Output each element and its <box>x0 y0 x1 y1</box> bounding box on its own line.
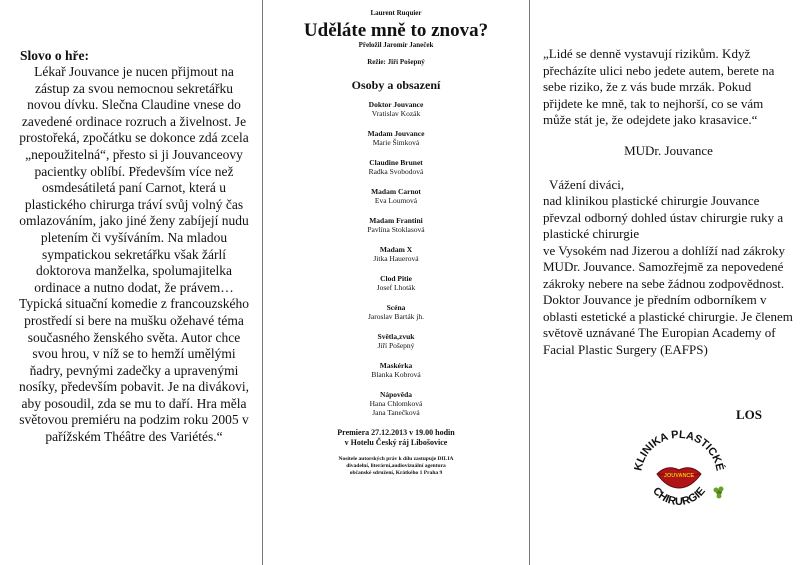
clinic-notice <box>543 177 794 359</box>
flower-icon <box>714 487 724 499</box>
cast-role: Madam Jouvance <box>367 129 425 138</box>
cast-role: Maskérka <box>379 361 413 370</box>
cast-item <box>263 274 529 292</box>
play-description: Lékař Jouvance je nucen přijmout na zástup za svou nemocnou sekretářku novou dívku. Slečna Claudine vnese do zavedené ordinace rozruch a živelnost. Je prostořeká, zpočátku se dokonce zdá zcela „nepoužitelná“, přesto si ji Jouvanceovy pacientky oblíbí. Především více než osmdesátiletá paní Carnot, která u plastického chirurga tráví svůj volný čas omlazováním, jako jiné ženy zabíjejí nudu pletením či vyšíváním. Na mladou sympatickou sekretářku však žárlí doktorova manželka, spolumajitelka ordinace a nutno dodat, že právem… Typická situační komedie z francouzského prostředí si bere na mušku ožehavé téma současného ženského světa. Autor chce svou hrou, v níž se to hemží umělými ňadry, pevnými zadečky a upravenými nosíky, především pobavit. Je na divákovi, aby posoudil, zda se mu to daří. Hra měla světovou premiéru na podzim roku 2005 v pařížském Théâtre des Variétés.“ <box>18 64 250 445</box>
cast-item <box>263 390 529 417</box>
author-name: Laurent Ruquier <box>370 9 422 17</box>
clinic-logo <box>629 418 729 518</box>
notice-text: Doktor Jouvance je předním odborníkem v oblasti estetické a plastické chirurgie. Je členem světově uznávané The Europian Academy of Facial Plastic Surgery (EAFPS) <box>543 292 793 357</box>
logo-center-text: JOUVANCE <box>663 473 695 479</box>
greeting: Vážení diváci, <box>549 176 625 192</box>
cast-role: Nápověda <box>379 390 413 399</box>
cast-actor: Vratislav Kozák <box>371 109 421 118</box>
cast-actor: Jitka Hauerová <box>373 254 419 263</box>
cast-actor: Marie Šimková <box>372 138 420 147</box>
cast-role: Madam Carnot <box>371 187 421 196</box>
cast-actor: Jana Tanečková <box>372 408 420 417</box>
premiere-venue: v Hotelu Český ráj Libošovice <box>344 438 448 447</box>
director: Režie: Jiří Pošepný <box>367 58 425 66</box>
right-panel <box>531 0 800 565</box>
cast-actor: Jiří Pošepný <box>377 341 415 350</box>
svg-text:CHIRURGIE <box>650 485 708 508</box>
cast-role: Doktor Jouvance <box>368 100 424 109</box>
middle-panel <box>262 0 530 565</box>
cast-actor: Hana Chlomková <box>369 399 423 408</box>
cast-role: Claudine Brunet <box>369 158 423 167</box>
cast-actor: Pavlína Stoklasová <box>367 225 425 234</box>
cast-item <box>263 332 529 350</box>
cast-actor: Blanka Kobrová <box>371 370 421 379</box>
rights-line: divadelní, literární,audiovizuální agentura <box>346 463 446 469</box>
left-panel <box>0 0 262 565</box>
rights-notice <box>263 456 529 477</box>
los-signature: LOS <box>736 407 763 422</box>
cast-actor: Josef Lhoták <box>376 283 416 292</box>
cast-item <box>263 187 529 205</box>
cast-role: Světla,zvuk <box>377 332 415 341</box>
cast-role: Madam Frantini <box>369 216 423 225</box>
logo-bottom-text: CHIRURGIE <box>650 485 708 508</box>
rights-line: občanské sdružení, Krátkého 1 Praha 9 <box>349 470 443 476</box>
rights-line: Nositele autorských práv k dílu zastupuje DILIA <box>338 456 454 462</box>
logo-top-text: KLINIKA PLASTICKÉ <box>632 428 726 472</box>
doctor-quote: „Lidé se denně vystavují rizikům. Když přecházíte ulici nebo jedete autem, berete na sebe riziko, že z vás bude mrzák. Pokud přijdete ke mně, tak to nejhorší, co se vám může stát je, že odejdete jako krasavice.“ <box>543 46 775 127</box>
notice-text: nad klinikou plastické chirurgie Jouvance převzal odborný dohled ústav chirurgie ruky a plastické chirurgie <box>543 193 784 241</box>
premiere-date: Premiera 27.12.2013 v 19.00 hodin <box>337 428 455 437</box>
cast-item <box>263 129 529 147</box>
cast-role: Madam X <box>379 245 413 254</box>
quote-signature: MUDr. Jouvance <box>624 142 713 158</box>
cast-item <box>263 361 529 379</box>
cast-actor: Jaroslav Barták jh. <box>367 312 425 321</box>
cast-list <box>263 100 529 417</box>
cast-actor: Radka Svobodová <box>368 167 424 176</box>
translator: Přeložil Jaromír Janeček <box>358 41 434 49</box>
svg-text:KLINIKA PLASTICKÉ <box>632 429 726 472</box>
cast-heading: Osoby a obsazení <box>351 78 441 92</box>
cast-item <box>263 245 529 263</box>
cast-item <box>263 100 529 118</box>
play-title: Uděláte mně to znova? <box>303 20 489 41</box>
cast-item <box>263 158 529 176</box>
notice-text: ve Vysokém nad Jizerou a dohlíží nad zákroky MUDr. Jouvance. Samozřejmě za nepovedené zákroky nebere na sebe žádnou zodpovědnost. <box>543 242 785 291</box>
cast-role: Clod Pitie <box>380 274 412 283</box>
cast-actor: Eva Loumová <box>374 196 418 205</box>
premiere-info <box>263 428 529 448</box>
cast-role: Scéna <box>386 303 406 312</box>
play-description-heading: Slovo o hře: <box>20 48 89 63</box>
cast-item <box>263 303 529 321</box>
cast-item <box>263 216 529 234</box>
